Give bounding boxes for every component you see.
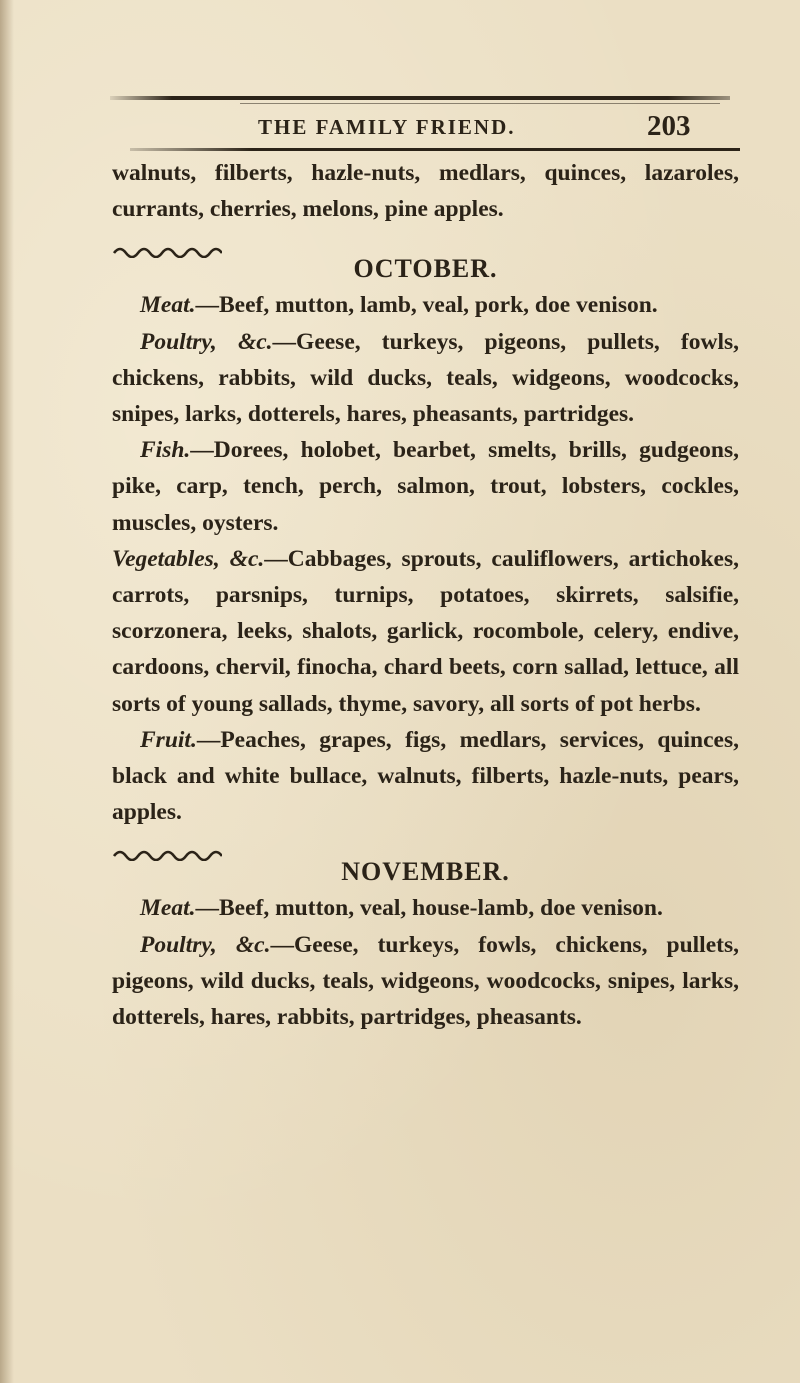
october-poultry-label: Poultry, &c. [140, 328, 273, 355]
october-meat-text: —Beef, mutton, lamb, veal, pork, doe venison. [195, 292, 658, 319]
october-heading: OCTOBER. [353, 254, 498, 284]
october-fish-entry [112, 432, 739, 541]
top-double-rule [110, 96, 730, 100]
october-poultry-text: —Geese, turkeys, pigeons, pullets, fowls, chickens, rabbits, wild ducks, teals, widgeons, woodcocks, snipes, larks, dotterels, hares, pheasants, partridges. [112, 328, 739, 428]
november-meat-label: Meat. [140, 895, 196, 922]
october-meat-entry [112, 287, 739, 323]
page-number: 203 [647, 110, 691, 142]
october-fruit-text: —Peaches, grapes, figs, medlars, services, quinces, black and white bullace, walnuts, filberts, hazle-nuts, pears, apples. [112, 726, 739, 826]
page-body-text [112, 155, 739, 1035]
october-fish-text: —Dorees, holobet, bearbet, smelts, brills, gudgeons, pike, carp, tench, perch, salmon, trout, lobsters, cockles, muscles, oysters. [112, 437, 739, 536]
october-fish-label: Fish. [140, 437, 191, 464]
ornament-divider-november [112, 836, 739, 854]
november-meat-entry [112, 890, 739, 926]
opening-paragraph: walnuts, filberts, hazle-nuts, medlars, quinces, lazaroles, currants, cherries, melons, pine apples. [112, 160, 739, 223]
running-head: THE FAMILY FRIEND. [258, 115, 516, 139]
october-vegetables-label: Vegetables, &c. [112, 545, 265, 572]
header-rule [130, 148, 740, 151]
november-heading: NOVEMBER. [341, 857, 510, 887]
october-vegetables-text: —Cabbages, sprouts, cauliflowers, artichokes, carrots, parsnips, turnips, potatoes, skirrets, salsifie, scorzonera, leeks, shalots, garlick, rocombole, celery, endive, cardoons, chervil, finocha, chard beets, corn sallad, lettuce, all sorts of young sallads, thyme, savory, all sorts of pot herbs. [112, 545, 739, 717]
october-fruit-label: Fruit. [140, 726, 197, 753]
november-meat-text: —Beef, mutton, veal, house-lamb, doe venison. [195, 895, 663, 922]
october-poultry-entry [112, 324, 739, 433]
page-spine-shadow [0, 0, 14, 1383]
october-vegetables-entry [112, 541, 739, 722]
november-poultry-text: —Geese, turkeys, fowls, chickens, pullets, pigeons, wild ducks, teals, widgeons, woodcocks, snipes, larks, dotterels, hares, rabbits, partridges, pheasants. [112, 931, 739, 1031]
november-poultry-label: Poultry, &c. [140, 931, 271, 958]
october-meat-label: Meat. [140, 292, 196, 319]
top-thin-rule [240, 103, 720, 104]
ornament-divider-october [112, 233, 739, 251]
october-fruit-entry [112, 722, 739, 831]
november-poultry-entry [112, 927, 739, 1036]
